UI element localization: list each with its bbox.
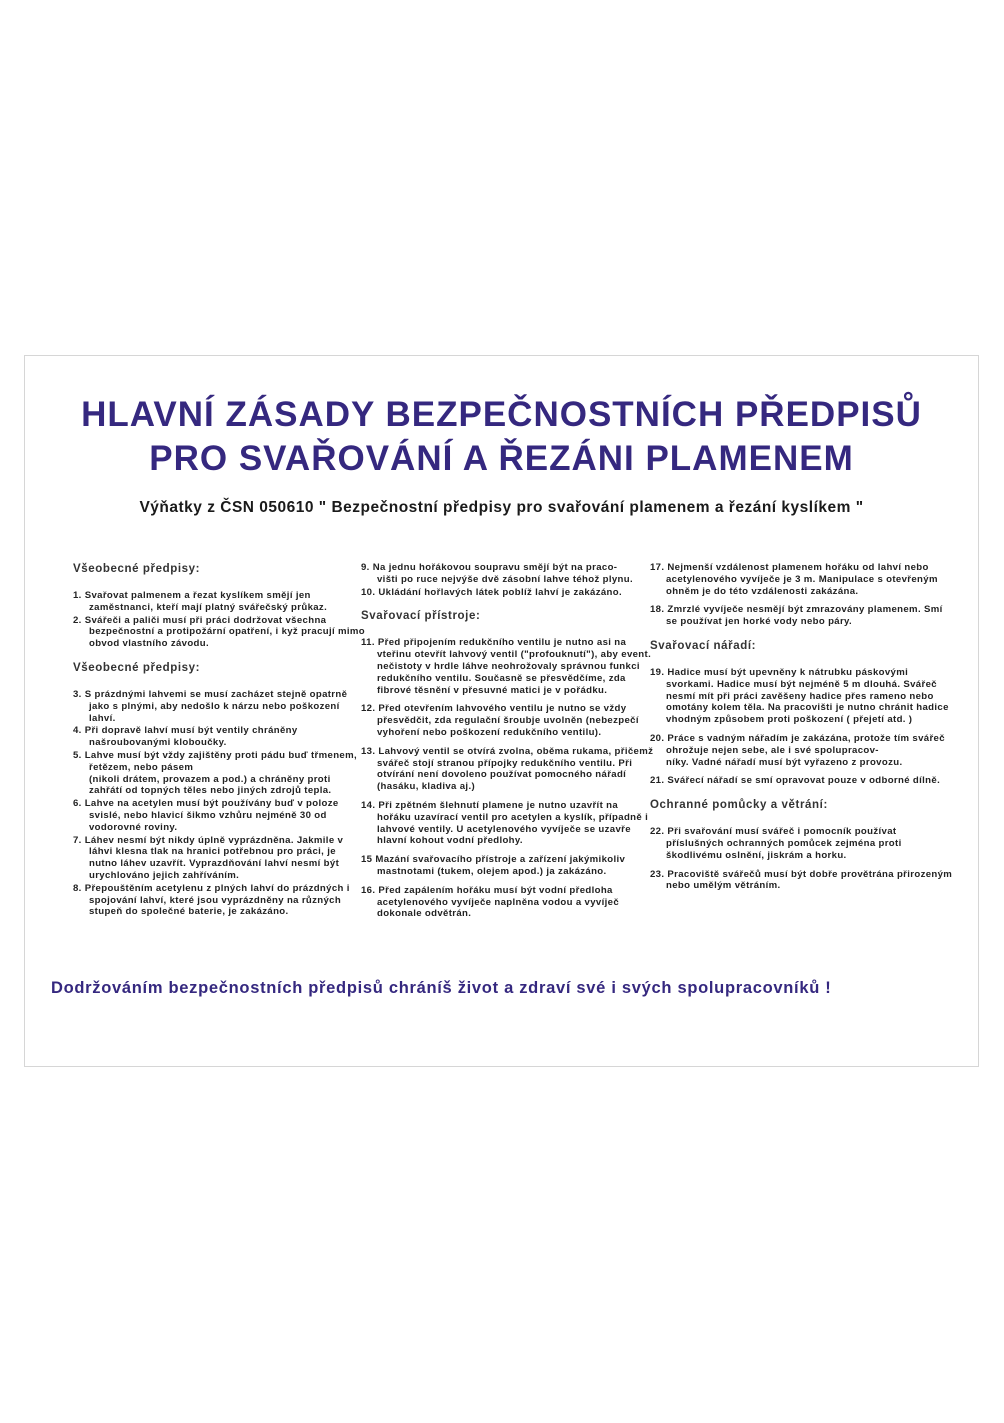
rule-20: 20. Práce s vadným nářadím je zakázána, protože tím svářeč ohrožuje nejen sebe, ale i své spolupracov- níky. Vadné nářadí musí být vyřazeno z provozu. <box>650 732 945 768</box>
subtitle: Výňatky z ČSN 050610 " Bezpečnostní předpisy pro svařování plamenem a řezání kyslíkem " <box>139 499 864 516</box>
rule-22: 22. Při svařování musí svářeč i pomocník používat příslušných ochranných pomůcek zejména proti škodlivému oslnění, jiskrám a horku. <box>650 826 902 861</box>
rule-9: 9. Na jednu hořákovou soupravu smějí být na praco- višti po ruce nejvýše dvě zásobní lahve téhož plynu. <box>361 562 633 585</box>
rule-15: 15 Mazání svařovacího přístroje a zařízení jakýmikoliv mastnotami (tukem, olejem apod.) ja zakázáno. <box>361 854 626 877</box>
section-heading-general-1: Všeobecné předpisy: <box>73 563 201 575</box>
column-general-rules <box>73 562 365 919</box>
rule-23: 23. Pracoviště svářečů musí být dobře provětrána přirozeným nebo umělým větráním. <box>650 868 953 892</box>
section-heading-general-2: Všeobecné předpisy: <box>73 661 201 674</box>
rule-12: 12. Před otevřením lahvového ventilu je nutno se vždy přesvědčit, zda regulační šroubje uvolněn (nebezpečí vyhoření nebo poškození redukčního ventilu). <box>361 703 639 738</box>
title-line-2: PRO SVAŘOVÁNÍ A ŘEZÁNI PLAMENEM <box>149 439 854 478</box>
rule-11: 11. Před připojením redukčního ventilu je nutno asi na vteřinu otevřít lahvový ventil ("profouknutí"), aby event. nečistoty v hrdle láhve neohrožovaly správnou funkci redukčního ventilu. Současně se přesvědčíme, zda fibrové těsnění v přesuvné matici je v pořádku. <box>361 637 652 696</box>
section-heading-protection: Ochranné pomůcky a větrání: <box>650 799 828 812</box>
rule-2: 2. Svářeči a paliči musí při práci dodržovat všechna bezpečnostní a protipožární opatření, i kyž pracují mimo obvod vlastního závodu. <box>73 614 366 650</box>
rule-21: 21. Svářecí nářadí se smí opravovat pouze v odborné dílně. <box>650 775 941 787</box>
rule-16: 16. Před zapálením hořáku musí být vodní předloha acetylenového vyvíječe naplněna vodou a vyvíječ dokonale odvětrán. <box>361 884 620 920</box>
section-heading-devices: Svařovací přístroje: <box>361 610 481 623</box>
rule-3: 3. S prázdnými lahvemi se musí zacházet stejně opatrně jako s plnými, aby nedošlo k nárzu nebo poškození lahví. <box>73 688 348 724</box>
rule-19: 19. Hadice musí být upevněny k nátrubku páskovými svorkami. Hadice musí být nejméně 5 m dlouhá. Svářeč nesmí mít při práci zavěšeny hadice přes rameno nebo omotány kolem těla. Na pracovišti je nutno chránit hadice vhodným způsobem proti poškození ( přejetí atd. ) <box>650 666 949 726</box>
rule-7: 7. Láhev nesmí být nikdy úplně vyprázdněna. Jakmile v láhvi klesna tlak na hranici potřebnou pro práci, je nutno láhev uzavřít. Vyprazdňování lahví nesmí být urychlováno jejich zahříváním. <box>73 834 344 881</box>
section-heading-tools: Svařovací nářadí: <box>650 639 757 652</box>
column-tools-protection <box>650 562 954 893</box>
rule-8: 8. Přepouštěním acetylenu z plných lahví do prázdných i spojování lahví, které jsou vyprázdněny na různých stupeň do společné baterie, je zakázáno. <box>73 882 350 918</box>
title-line-1: HLAVNÍ ZÁSADY BEZPEČNOSTNÍCH PŘEDPISŮ <box>81 395 922 434</box>
column-welding-devices <box>361 562 655 921</box>
rule-5: 5. Lahve musí být vždy zajištěny proti pádu buď třmenem, řetězem, nebo pásem (nikoli drátem, provazem a pod.) a chráněny proti zahřátí od topných těles nebo jiných zdrojů tepla. <box>73 749 357 797</box>
footer-slogan: Dodržováním bezpečnostních předpisů chráníš život a zdraví své i svých spolupracovníků ! <box>51 979 832 997</box>
rule-13: 13. Lahvový ventil se otvírá zvolna, oběma rukama, přičemž svářeč stojí stranou přípojky redukčního ventilu. Při otvírání není dovoleno používat pomocného nářadí (hasáku, kladiva aj.) <box>361 745 654 793</box>
rule-6: 6. Lahve na acetylen musí být používány buď v poloze svislé, nebo hlavicí šikmo vzhůru nejméně 30 od vodorovné roviny. <box>73 798 339 833</box>
rule-18: 18. Zmrzlé vyvíječe nesmějí být zmrazovány plamenem. Smí se používat jen horké vody nebo páry. <box>650 604 943 628</box>
safety-sign <box>24 355 979 1067</box>
rule-4: 4. Při dopravě lahví musí být ventily chráněny našroubovanými kloboučky. <box>73 725 298 749</box>
rule-17: 17. Nejmenší vzdálenost plamenem hořáku od lahví nebo acetylenového vyvíječe je 3 m. Manipulace s otevřeným ohněm je do této vzdálenosti zakázána. <box>650 562 938 597</box>
rule-14: 14. Při zpětném šlehnutí plamene je nutno uzavřít na hořáku uzavírací ventil pro acetylen a kyslík, případně i lahvové ventily. U acetylenového vyvíječe se uzavře hlavní kohout vodní předlohy. <box>361 799 649 847</box>
rule-1: 1. Svařovat palmenem a řezat kyslíkem smějí jen zaměstnanci, kteří mají platný svářečský průkaz. <box>73 590 328 613</box>
rule-10: 10. Ukládání hořlavých látek poblíž lahví je zakázáno. <box>361 586 622 598</box>
